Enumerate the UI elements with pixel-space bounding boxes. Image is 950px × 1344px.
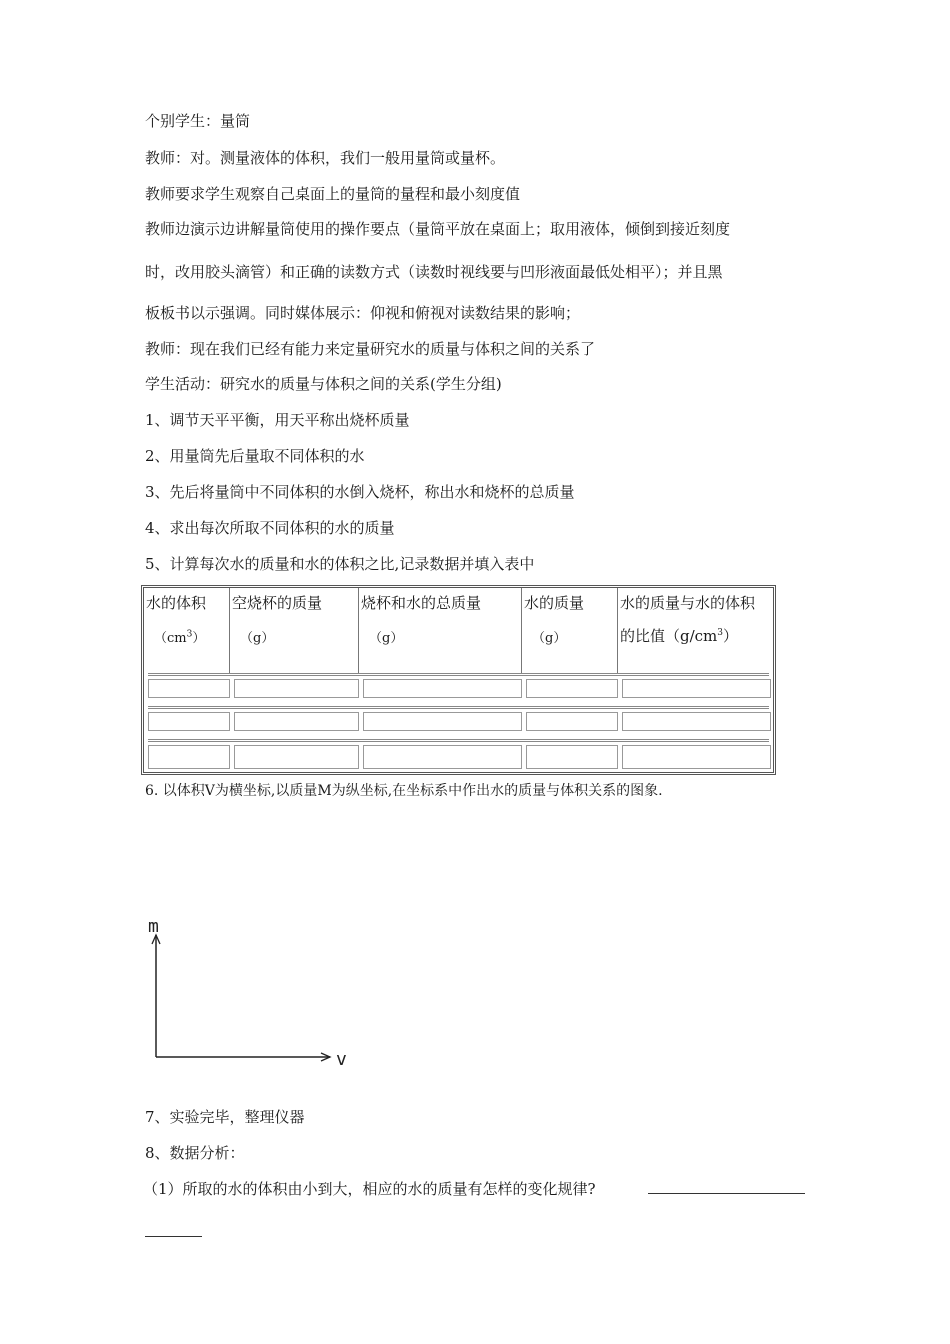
line-2: 教师要求学生观察自己桌面上的量筒的量程和最小刻度值	[145, 185, 521, 203]
header-title: 水的体积	[146, 594, 207, 612]
table-cell[interactable]	[234, 679, 359, 698]
table-cell[interactable]	[526, 679, 618, 698]
table-cell[interactable]	[234, 745, 359, 769]
step-1: 1、调节天平平衡，用天平称出烧杯质量	[145, 411, 410, 429]
header-unit: （g）	[369, 631, 404, 646]
table-row	[148, 739, 769, 772]
line-0: 个别学生：量筒	[145, 112, 251, 130]
table-row	[148, 706, 769, 734]
header-title: 水的质量与水的体积	[620, 594, 756, 612]
header-cell-water-mass	[522, 588, 618, 673]
header-title: 空烧杯的质量	[232, 594, 323, 612]
table-cell[interactable]	[622, 712, 771, 731]
header-cell-ratio	[618, 588, 773, 673]
table-cell[interactable]	[148, 712, 230, 731]
y-axis-label: m	[148, 916, 159, 937]
table-cell[interactable]	[363, 745, 522, 769]
line-3: 教师边演示边讲解量筒使用的操作要点（量筒平放在桌面上；取用液体，倾倒到接近刻度	[145, 220, 731, 238]
x-axis-label: v	[336, 1049, 347, 1070]
table-cell[interactable]	[526, 712, 618, 731]
line-1: 教师：对。测量液体的体积，我们一般用量筒或量杯。	[145, 149, 506, 167]
header-cell-volume	[144, 588, 230, 673]
step-6: 6. 以体积V为横坐标,以质量M为纵坐标,在坐标系中作出水的质量与体积关系的图象.	[145, 783, 663, 799]
table-row	[148, 673, 769, 701]
header-unit: $(cm^3)$	[154, 629, 206, 646]
coordinate-axes	[140, 915, 360, 1075]
header-cell-empty-beaker	[230, 588, 359, 673]
step-8: 8、数据分析：	[145, 1144, 245, 1162]
table-cell[interactable]	[234, 712, 359, 731]
step-5: 5、计算每次水的质量和水的体积之比,记录数据并填入表中	[145, 555, 535, 573]
header-unit: （g）	[532, 631, 567, 646]
step-7: 7、实验完毕，整理仪器	[145, 1108, 305, 1126]
table-cell[interactable]	[622, 679, 771, 698]
line-5: 板板书以示强调。同时媒体展示：仰视和俯视对读数结果的影响；	[145, 304, 581, 322]
line-6: 教师：现在我们已经有能力来定量研究水的质量与体积之间的关系了	[145, 340, 596, 358]
step-3: 3、先后将量筒中不同体积的水倒入烧杯，称出水和烧杯的总质量	[145, 483, 575, 501]
header-unit: （g）	[240, 631, 275, 646]
line-4: 时，改用胶头滴管）和正确的读数方式（读数时视线要与凹形液面最低处相平）；并且黑	[145, 263, 723, 281]
data-table	[141, 585, 776, 775]
table-cell[interactable]	[148, 745, 230, 769]
step-2: 2、用量筒先后量取不同体积的水	[145, 447, 365, 465]
table-cell[interactable]	[363, 712, 522, 731]
header-title: 烧杯和水的总质量	[361, 594, 482, 612]
header-title: 水的质量	[524, 594, 585, 612]
answer-blank-continued[interactable]	[145, 1236, 202, 1237]
step-4: 4、求出每次所取不同体积的水的质量	[145, 519, 395, 537]
answer-blank[interactable]	[648, 1193, 805, 1194]
question-1: （1）所取的水的体积由小到大，相应的水的质量有怎样的变化规律?	[143, 1180, 596, 1198]
header-cell-total-mass	[359, 588, 522, 673]
table-cell[interactable]	[148, 679, 230, 698]
table-cell[interactable]	[363, 679, 522, 698]
line-7: 学生活动：研究水的质量与体积之间的关系(学生分组)	[145, 375, 502, 393]
table-cell[interactable]	[526, 745, 618, 769]
header-unit: 的比值$(g/cm^3)$	[620, 627, 739, 645]
table-cell[interactable]	[622, 745, 771, 769]
